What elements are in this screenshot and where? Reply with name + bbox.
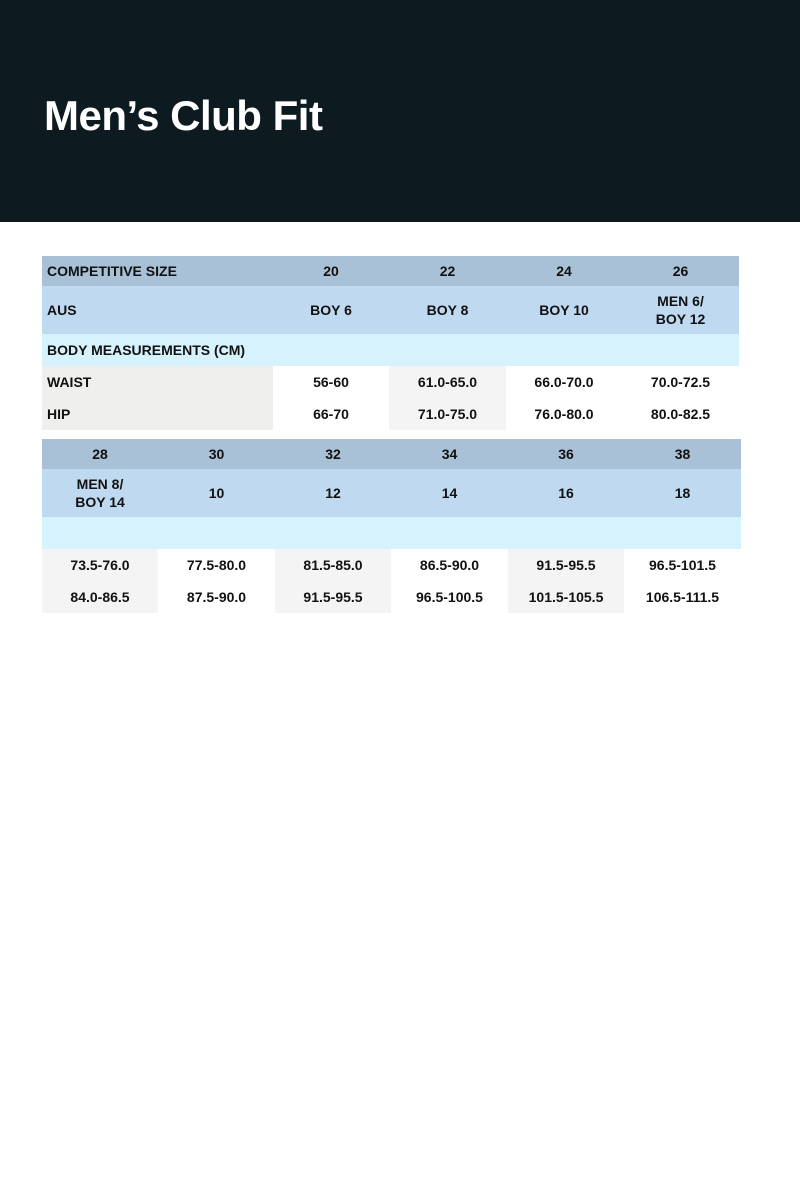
size-cell: 34 bbox=[391, 439, 508, 469]
hip-cell: 80.0-82.5 bbox=[622, 398, 739, 430]
hip-cell: 87.5-90.0 bbox=[158, 581, 275, 613]
aus-cell: MEN 8/ BOY 14 bbox=[42, 469, 158, 517]
waist-cell: 86.5-90.0 bbox=[391, 549, 508, 581]
hip-cell: 91.5-95.5 bbox=[275, 581, 391, 613]
aus-cell: BOY 10 bbox=[506, 286, 622, 334]
waist-cell: 91.5-95.5 bbox=[508, 549, 624, 581]
size-cell: 32 bbox=[275, 439, 391, 469]
aus-cell: BOY 6 bbox=[273, 286, 389, 334]
waist-cell: 96.5-101.5 bbox=[624, 549, 741, 581]
aus-cell: 10 bbox=[158, 469, 275, 517]
hip-cell: 76.0-80.0 bbox=[506, 398, 622, 430]
aus-size-row bbox=[42, 286, 739, 334]
waist-cell: 70.0-72.5 bbox=[622, 366, 739, 398]
size-cell: 38 bbox=[624, 439, 741, 469]
waist-row bbox=[42, 549, 741, 581]
aus-cell: BOY 8 bbox=[389, 286, 506, 334]
hip-cell: 101.5-105.5 bbox=[508, 581, 624, 613]
waist-cell: 56-60 bbox=[273, 366, 389, 398]
waist-row bbox=[42, 366, 739, 398]
size-cell: 36 bbox=[508, 439, 624, 469]
section-spacer bbox=[42, 517, 741, 549]
aus-size-row bbox=[42, 469, 741, 517]
hip-cell: 84.0-86.5 bbox=[42, 581, 158, 613]
aus-cell: MEN 6/ BOY 12 bbox=[622, 286, 739, 334]
aus-cell: 14 bbox=[391, 469, 508, 517]
row-label: HIP bbox=[42, 398, 273, 430]
aus-cell: 18 bbox=[624, 469, 741, 517]
header-banner bbox=[0, 0, 800, 222]
waist-cell: 73.5-76.0 bbox=[42, 549, 158, 581]
size-cell: 22 bbox=[389, 256, 506, 286]
waist-cell: 66.0-70.0 bbox=[506, 366, 622, 398]
size-chart-table-2 bbox=[42, 439, 741, 613]
hip-cell: 96.5-100.5 bbox=[391, 581, 508, 613]
waist-cell: 61.0-65.0 bbox=[389, 366, 506, 398]
hip-cell: 106.5-111.5 bbox=[624, 581, 741, 613]
waist-cell: 77.5-80.0 bbox=[158, 549, 275, 581]
row-label: AUS bbox=[42, 286, 273, 334]
body-measurements-row bbox=[42, 517, 741, 549]
size-chart-table-1 bbox=[42, 256, 739, 430]
hip-cell: 66-70 bbox=[273, 398, 389, 430]
section-label: BODY MEASUREMENTS (CM) bbox=[42, 334, 739, 366]
size-cell: 20 bbox=[273, 256, 389, 286]
aus-cell: 12 bbox=[275, 469, 391, 517]
body-measurements-row bbox=[42, 334, 739, 366]
size-cell: 24 bbox=[506, 256, 622, 286]
size-cell: 30 bbox=[158, 439, 275, 469]
competitive-size-row bbox=[42, 256, 739, 286]
hip-row bbox=[42, 581, 741, 613]
hip-cell: 71.0-75.0 bbox=[389, 398, 506, 430]
competitive-size-row bbox=[42, 439, 741, 469]
row-label: COMPETITIVE SIZE bbox=[42, 256, 273, 286]
hip-row bbox=[42, 398, 739, 430]
page-title: Men’s Club Fit bbox=[44, 92, 323, 139]
waist-cell: 81.5-85.0 bbox=[275, 549, 391, 581]
aus-cell: 16 bbox=[508, 469, 624, 517]
size-cell: 26 bbox=[622, 256, 739, 286]
row-label: WAIST bbox=[42, 366, 273, 398]
size-cell: 28 bbox=[42, 439, 158, 469]
